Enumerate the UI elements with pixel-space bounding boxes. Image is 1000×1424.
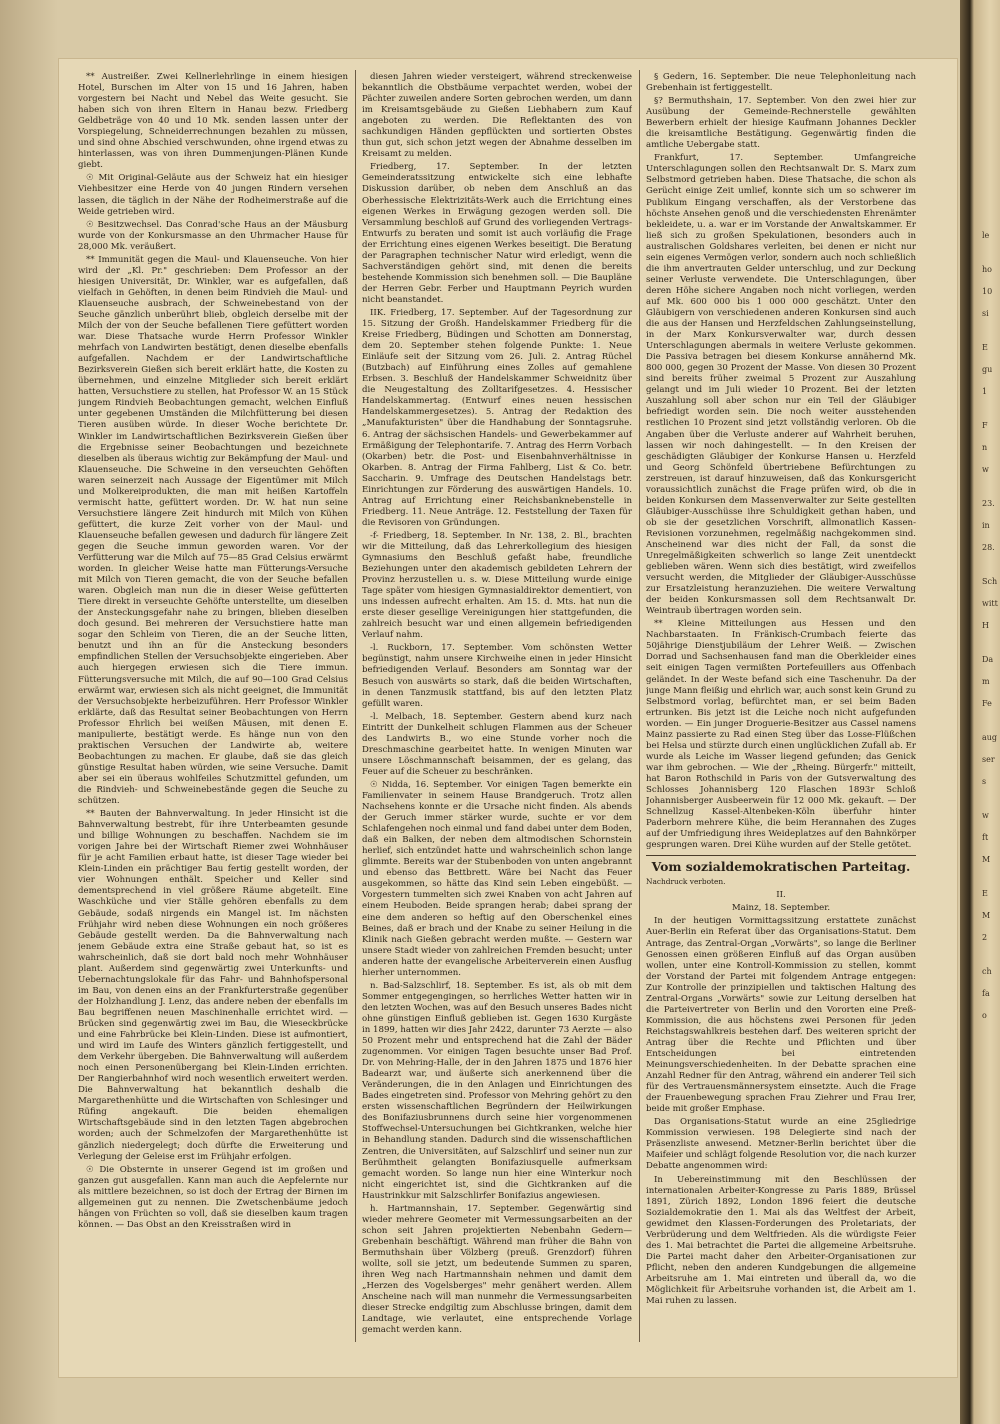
fragment-line: ho [982, 265, 992, 274]
fragment-line: si [982, 309, 989, 318]
column-3 [646, 72, 916, 1340]
article-dateline: Mainz, 18. September. [731, 903, 831, 914]
paragraph: IIK. Friedberg, 17. September. Auf der Tagesordnung zur 15. Sitzung der Großh. Handelskammer Friedberg für die Kreise Friedberg, Büdingen und Schotten am Donnerstag, dem 20. September stehen folgende Punkte: 1. Neue Einläufe seit der Sitzung vom 26. Juli. 2. Antrag Rüchel (Butzbach) auf Einführung eines Zolles auf gemahlene Erbsen. 3. Beschluß der Handelskammer Schweidnitz über die Neugestaltung des Zolltarifgesetzes. 4. Hessischer Handelskammertag. (Entwurf eines neuen hessischen Handelskammergesetzes). 5. Antrag der Redaktion des „Manufakturisten" über die Handhabung der Sonntagsruhe. 6. Antrag der sächsischen Handels- und Gewerbekammer auf Ermäßigung der Telephontarife. 7. Antrag des Herrn Vorbach (Okarben) betr. die Post- und Eisenbahnverhältnisse in Okarben. 8. Antrag der Firma Fahlberg, List & Co. betr. Saccharin. 9. Umfrage des Deutschen Handelstags betr. Einrichtungen zur Förderung des auswärtigen Handels. 10. Antrag auf Errichtung einer Reichsbanknebenstelle in Friedberg. 11. Neue Anträge. 12. Feststellung der Taxen für die Revisoren von Gründungen. [362, 307, 632, 528]
fragment-line: Sch [982, 577, 998, 586]
reprint-note: Nachdruck verboten. [646, 877, 726, 887]
fragment-line: n [982, 443, 988, 452]
paragraph: ☉ Mit Original-Geläute aus der Schweiz hat ein hiesiger Viehbesitzer eine Herde von 40 jungen Rindern versehen lassen, die täglich in der Nähe der Rodheimerstraße auf die Weide getrieben wird. [78, 173, 348, 217]
fragment-line: ch [982, 967, 992, 976]
fragment-line: w [982, 811, 989, 820]
adjacent-page-fragment [982, 230, 1000, 1330]
fragment-line: E [982, 343, 988, 352]
fragment-line: gu [982, 365, 993, 374]
page-left-margin [0, 0, 58, 1424]
paragraph: -l. Melbach, 18. September. Gestern abend kurz nach Eintritt der Dunkelheit schlugen Flammen aus der Scheuer des Landwirts B., wo eine Stunde vorher noch die Dreschmaschine gearbeitet hatte. In wenigen Minuten war unsere Löschmannschaft beisammen, der es gelang, das Feuer auf die Scheuer zu beschränken. [362, 711, 632, 777]
fragment-line: s [982, 777, 987, 786]
fragment-line: ser [982, 755, 995, 764]
fragment-line: o [982, 1011, 987, 1020]
paragraph: ☉ Nidda, 16. September. Vor einigen Tagen bemerkte ein Familienvater in seinem Hause Brandgeruch. Trotz allen Nachsehens konnte er die Ursache nicht finden. Als abends der Geruch immer stärker wurde, suchte er vor dem Schlafengehen noch einmal und fand dabei unter dem Boden, daß ein Balken, der neben dem altmodischen Schornstein herlief, sich entzündet hatte und wahrscheinlich schon lange glimmte. Bereits war der Stubenboden von unten angebrannt und ebenso das Bettbrett. Wäre bei Nacht das Feuer ausgekommen, so hätte das Kind sein Leben eingebüßt. — Vorgestern tummelten sich zwei Knaben von acht Jahren auf einem Heuboden. Beide sprangen herab; dabei sprang der eine dem anderen so heftig auf den Oberschenkel eines Beines, daß er brach und der Knabe zu seiner Heilung in die Klinik nach Gießen gebracht werden mußte. — Gestern war unsere Stadt wieder von zahlreichen Fremden besucht; unter anderen hatte der evangelische Arbeiterverein einen Ausflug hierher unternommen. [362, 779, 632, 978]
paragraph: ** Immunität gegen die Maul- und Klauenseuche. Von hier wird der „Kl. Pr." geschrieben: Dem Professor an der hiesigen Universität, Dr. Winkler, war es aufgefallen, daß vielfach in Gehöften, in denen beim Rindvieh die Maul- und Klauenseuche ausbrach, der Schweinebestand von der Seuche gänzlich unberührt blieb, obgleich derselbe mit der Milch der von der Seuche befallenen Tiere gefüttert worden war. Diese Thatsache wurde Herrn Professor Winkler mehrfach von Landwirten bestätigt, denen dieselbe ebenfalls aufgefallen. Nachdem er der Landwirtschaftliche Bezirksverein Gießen sich bereit erklärt hatte, die Kosten zu übernehmen, und einzelne Mitglieder sich bereit erklärt hatten, Versuchstiere zu stellen, hat Professor W. an 15 Stück jungem Rindvieh Beobachtungen gemacht, welchen Einfluß unter gegebenen Umständen die Milchfütterung bei diesen Tieren ausüben würde. In dieser Woche berichtete Dr. Winkler im Landwirtschaftlichen Bezirksverein Gießen über die Ergebnisse seiner Beobachtungen und bezeichnete dieselben als überaus wichtig zur Bekämpfung der Maul- und Klauenseuche. Die Schweine in den verseuchten Gehöften waren seinerzeit nach Aussage der Eigentümer mit Milch und Molkereiprodukten, die man mit heißen Kartoffeln vermischt hatte, gefüttert worden. Dr. W. hat nun seine Versuchstiere längere Zeit hindurch mit Milch von Kühen gefüttert, die kurze Zeit vorher von der Maul- und Klauenseuche befallen gewesen und dadurch für längere Zeit gegen die Seuche immun geworden waren. Vor der Verfütterung war die Milch auf 75—85 Grad Celsius erwärmt worden. In gleicher Weise hatte man Fütterungs-Versuche mit Milch von Tieren gemacht, die von der Seuche befallen waren. Obgleich man nun die in dieser Weise gefütterten Tiere direkt in verseuchte Gehöfte unterstellte, um dieselben der Ansteckungsgefahr nahe zu bringen, blieben dieselben doch gesund. Bei mehreren der Versuchstiere hatte man sogar den Schleim von Tieren, die an der Seuche litten, benutzt und ihn an für die Ansteckung besonders empfindlichen Stellen der Versuchsobjekte eingerieben. Aber auch hiergegen erwiesen sich die Tiere immun. Fütterungsversuche mit Milch, die auf 90—100 Grad Celsius erwärmt war, erwiesen sich als nicht geeignet, die Immunität der Versuchsobjekte herbeizuführen. Herr Professor Winkler erklärte, daß das Resultat seiner Beobachtungen von Herrn Professor Ehrlich bei weißen Mäusen, mit denen E. manipulierte, bestätigt werde. Es hänge nun von den praktischen Versuchen der Landwirte ab, weitere Beobachtungen zu machen. Er glaube, daß sie das gleich günstige Resultat haben würden, wie seine Versuche. Damit aber sei ein überaus wohlfeiles Schutzmittel gefunden, um die Rindvieh- und Schweinebestände gegen die Seuche zu schützen. [78, 254, 348, 807]
fragment-line: 10 [982, 287, 993, 296]
paragraph: -l. Ruckborn, 17. September. Vom schönsten Wetter begünstigt, nahm unsere Kirchweihe einen in jeder Hinsicht befriedigenden Verlauf. Besonders am Sonntag war der Besuch von auswärts so stark, daß die beiden Wirtschaften, in denen Tanzmusik stattfand, bis auf den letzten Platz gefüllt waren. [362, 643, 632, 709]
fragment-line: F [982, 421, 988, 430]
fragment-line: M [982, 911, 991, 920]
fragment-line: in [982, 521, 990, 530]
paragraph: In Uebereinstimmung mit den Beschlüssen der internationalen Arbeiter-Kongresse zu Paris 1889, Brüssel 1891, Zürich 1892, London 1896 feiert die deutsche Sozialdemokratie den 1. Mai als das Weltfest der Arbeit, gewidmet den Klassen-Forderungen des Proletariats, der Verbrüderung und dem Weltfrieden. Als die würdigste Feier des 1. Mai betrachtet die Partei die allgemeine Arbeitsruhe. Die Partei macht daher den Arbeiter-Organisationen zur Pflicht, neben den anderen Kundgebungen die allgemeine Arbeitsruhe am 1. Mai eintreten und überall da, wo die Möglichkeit für Arbeitsruhe vorhanden ist, die Arbeit am 1. Mai ruhen zu lassen. [646, 1174, 916, 1307]
article-heading: Vom sozialdemokratischen Parteitag. [646, 855, 916, 874]
column-rule [639, 70, 640, 1342]
paragraph: Frankfurt, 17. September. Umfangreiche Unterschlagungen sollen den Rechtsanwalt Dr. S. Marx zum Selbstmord getrieben haben. Diese Thatsache, die schon als Gerücht einige Zeit umlief, konnte sich um so schwerer im Publikum Eingang verschaffen, als der Verstorbene das höchste Ansehen genoß und die verschiedensten Ehrenämter bekleidete, u. a. war er im Vorstande der Anwaltskammer. Er ließ sich zu großen Spekulationen, besonders auch in australischen Goldshares verleiten, bei denen er nicht nur sein eigenes Vermögen verlor, sondern auch noch schließlich die ihm anvertrauten Gelder unterschlug, und zur Deckung seiner Verluste verwendete. Die Unterschlagungen, über deren Höhe sichere Angaben noch nicht vorliegen, werden auf Mk. 600 000 bis 1 000 000 geschätzt. Unter den Gläubigern von verschiedenen anderen Konkursen sind auch die aus der Hansen und Herzfeldschen Zahlungseinstellung, in der Marx Konkursverwalter war, durch dessen Unterschlagungen abermals in weitere Verluste gekommen. Die Passiva betragen bei diesem Konkurse annähernd Mk. 800 000, gegen 30 Prozent der Masse. Von diesen 30 Prozent sind bereits früher zweimal 5 Prozent zur Auszahlung gelangt und im Juli wieder 10 Prozent. Bei der letzten Auszahlung soll aber schon nur ein Teil der Gläubiger befriedigt worden sein. Die noch weiter ausstehenden restlichen 10 Prozent sind jetzt vollständig verloren. Ob die Angaben über die Verluste anderer auf Wahrheit beruhen, lassen wir noch dahingestellt. — In den Kreisen der geschädigten Gläubiger der Konkurse Hansen u. Herzfeld und Georg Schönfeld übertriebene Befürchtungen zu zerstreuen, ist darauf hinzuweisen, daß das Konkursgericht voraussichtlich zunächst die Frage prüfen wird, ob die in beiden Konkursen dem Massenverwalter zur Seite gestellten Gläubiger-Ausschüsse ihre Schuldigkeit gethan haben, und ob sie der gesetzlichen Vorschrift, allmonatlich Kassen-Revisionen vorzunehmen, regelmäßig nachgekommen sind. Anscheinend war dies nicht der Fall, da sonst die Unregelmäßigkeiten schwerlich so lange Zeit unentdeckt geblieben wären. Wenn sich dies bestätigt, wird zweifellos versucht werden, die Mitglieder der Gläubiger-Ausschüsse zur Ersatzleistung heranzuziehen. Die weitere Verwaltung der beiden Konkursmassen soll dem Rechtsanwalt Dr. Weintraub übertragen worden sein. [646, 153, 916, 617]
fragment-line: witt [982, 599, 998, 608]
fragment-line: M [982, 855, 991, 864]
article-part-number: II. [776, 890, 786, 901]
fragment-line: 28. [982, 543, 995, 552]
paragraph: Friedberg, 17. September. In der letzten Gemeinderatssitzung entwickelte sich eine lebhafte Diskussion darüber, ob neben dem Anschluß an das Oberhessische Elektrizitäts-Werk auch die Errichtung eines eigenen Werkes in Erwägung gezogen werden soll. Die Versammlung beschloß auf Grund des vorliegenden Vertrags-Entwurfs zu beraten und somit ist auch vorläufig die Frage der Errichtung eines eigenen Werkes beseitigt. Die Beratung der Paragraphen technischer Natur wird erledigt, wenn die Sachverständigen gehört sind, mit denen die bereits bestehende Kommission sich benehmen soll. — Die Baupläne der Herren Gebr. Ferber und Hauptmann Peyrich wurden nicht beanstandet. [362, 162, 632, 305]
fragment-line: le [982, 231, 990, 240]
paragraph: ** Bauten der Bahnverwaltung. In jeder Hinsicht ist die Bahnverwaltung bestrebt, für ihre Unterbeamten gesunde und billige Wohnungen zu beschaffen. Nachdem sie im vorigen Jahre bei der Wirtschaft Riemer zwei Wohnhäuser für je acht Familien erbaut hatte, ist dieser Tage wieder bei Klein-Linden ein prächtiger Bau fertig gestellt worden, der vier Wohnungen enthält. Speicher und Keller sind dementsprechend in viel größere Räume abgeteilt. Eine Waschküche und vier Ställe gehören ebenfalls zu dem Gebäude, sodaß nirgends ein Mangel ist. Im nächsten Frühjahr wird neben diese Wohnungen ein noch größeres Gebäude gestellt werden. Da die Bahnverwaltung nach jenem Gebäude extra eine Straße gebaut hat, so ist es wahrscheinlich, daß sie dort bald noch mehr Wohnhäuser plant. Außerdem sind gegenwärtig zwei Unterkunfts- und Uebernachtungslokale für das Fahr- und Bahnhofspersonal im Bau, von denen eins an der Frankfurterstraße gegenüber der Holzhandlung J. Lenz, das andere neben der ebenfalls im Bau begriffenen neuen Maschinenhalle errichtet wird. — Brücken sind gegenwärtig zwei im Bau, die Wieseckbrücke und eine Fahrbrücke bei Klein-Linden. Diese ist aufmontiert, und wird im Laufe des Winters gänzlich fertiggestellt, und dem Verkehr übergeben. Die Bahnverwaltung will außerdem noch einen Personenübergang bei Klein-Linden errichten. Der Rangierbahnhof wird noch wesentlich erweitert werden. Die Bahnverwaltung hat bekanntlich deshalb die Margarethenhütte und die Wirtschaften von Schlesinger und Rüfing angekauft. Die beiden ehemaligen Wirtschaftsgebäude sind in den letzten Tagen abgebrochen worden; auch der Schmelzofen der Margarethenhütte ist gänzlich niedergelegt; doch dürfte die Erweiterung und Verlegung der Geleise erst im Frühjahr erfolgen. [78, 809, 348, 1162]
column-1 [78, 72, 348, 1340]
paragraph: ☉ Besitzwechsel. Das Conrad'sche Haus an der Mäusburg wurde von der Konkursmasse an den Uhrmacher Hause für 28,000 Mk. veräußert. [78, 219, 348, 252]
fragment-line: Fe [982, 699, 992, 708]
paragraph: In der heutigen Vormittagssitzung erstattete zunächst Auer-Berlin ein Referat über das Organisations-Statut. Dem Antrage, das Zentral-Organ „Vorwärts", so lange die Berliner Genossen einen größeren Einfluß auf das Organ ausüben wollen, unter eine Kontroll-Kommission zu stellen, kommt der Vorstand der Partei mit folgendem Antrage entgegen: Zur Kontrolle der prinzipiellen und taktischen Haltung des Zentral-Organs „Vorwärts" sowie zur Leitung derselben hat die Parteivertreter von Berlin und den Vororten eine Preß-Kommission, die aus höchstens zwei Personen für jeden Reichstagswahlkreis bestehen darf. Des weiteren spricht der Antrag über die Rechte und Pflichten und über Entscheidungen bei eintretenden Meinungsverschiedenheiten. In der Debatte sprachen eine Anzahl Redner für den Antrag, während ein anderer Teil sich für des Vertrauensmännersystem einsetzte. Auch die Frage der Frauenbewegung sprachen Frau Ziehrer und Frau Irer, beide mit großer Emphase. [646, 916, 916, 1115]
fragment-line: 1 [982, 387, 988, 396]
fragment-line: fa [982, 989, 990, 998]
paragraph: §? Bermuthshain, 17. September. Von den zwei hier zur Ausübung der Gemeinde-Rechnerstelle gewählten Bewerbern erhielt der hiesige Kaufmann Johannes Deckler die kreisamtliche Bestätigung. Gegenwärtig finden die amtliche Uebergabe statt. [646, 96, 916, 151]
fragment-line: aug [982, 733, 998, 742]
paragraph: ** Austreißer. Zwei Kellnerlehrlinge in einem hiesigen Hotel, Burschen im Alter von 15 und 16 Jahren, haben vorgestern bei Nacht und Nebel das Weite gesucht. Sie haben sich von ihren Eltern in Hanau bezw. Friedberg Geldbeträge von 40 und 10 Mk. senden lassen unter der Vorspiegelung, Schneiderrechnungen bezahlen zu müssen, und sind ohne Abschied verschwunden, ohne irgend etwas zu hinterlassen, was von ihren Dummenjungen-Plänen Kunde giebt. [78, 72, 348, 171]
column-2 [362, 72, 632, 1340]
paragraph: n. Bad-Salzschlirf, 18. September. Es ist, als ob mit dem Sommer entgegengingen, so herrliches Wetter hatten wir in den letzten Wochen, was auf den Besuch unseres Bades nicht ohne günstigen Einfluß geblieben ist. Gegen 1630 Kurgäste in 1899, hatten wir dies Jahr 2422, darunter 73 Aerzte — also 50 Prozent mehr und entsprechend hat die Zahl der Bäder zugenommen. Vor einigen Tagen besuchte unser Bad Prof. Dr. von Mehring-Halle, der in den Jahren 1875 und 1876 hier Badearzt war, und äußerte sich anerkennend über die Veränderungen, die in den Anlagen und Einrichtungen des Bades eingetreten sind. Professor von Mehring gehört zu den ersten wissenschaftlichen Begründern der Heilwirkungen des Bonifaziusbrunnens durch seine hier vorgenommenen Stoffwechsel-Untersuchungen bei Gichtkranken, welche hier in Behandlung standen. Dadurch sind die wissenschaftlichen Zentren, die Universitäten, auf Salzschlirf und seiner nun zur Berühmtheit gelangten Bonifaziusquelle aufmerksam gemacht worden. So lange nun hier eine Winterkur noch nicht eingerichtet ist, sind die Gichtkranken auf die Haustrinkkur mit Salzschlirfer Bonifazius angewiesen. [362, 980, 632, 1201]
fragment-line: ft [982, 833, 989, 842]
paragraph: Das Organisations-Statut wurde an eine 25gliedrige Kommission verwiesen. 198 Delegierte sind nach der Präsenzliste anwesend. Metzner-Berlin berichtet über die Maifeier und schlägt folgende Resolution vor, die nach kurzer Debatte angenommen wird: [646, 1117, 916, 1172]
fragment-line: Da [982, 655, 994, 664]
fragment-line: E [982, 889, 988, 898]
fragment-line: 23. [982, 499, 995, 508]
paragraph: ☉ Die Obsternte in unserer Gegend ist im großen und ganzen gut ausgefallen. Kann man auch die Aepfelernte nur als mittlere bezeichnen, so ist doch der Ertrag der Birnen im allgemeinen gut zu nennen. Die Zwetschenbäume jedoch hängen von Früchten so voll, daß sie dieselben kaum tragen können. — Das Obst an den Kreisstraßen wird in [78, 1164, 348, 1230]
paragraph: § Gedern, 16. September. Die neue Telephonleitung nach Grebenhain ist fertiggestellt. [646, 72, 916, 94]
column-rule [355, 70, 356, 1342]
paragraph: diesen Jahren wieder versteigert, während streckenweise bekanntlich die Obstbäume verpachtet werden, wobei der Pächter zuweilen andere Sorten gebrochen werden, um dann im Kreisamtsgebäude zu Gießen Liebhabern zum Kauf angeboten zu werden. Die Reflektanten des von sachkundigen Händen gepflückten und sortierten Obstes thun gut, sich schon jetzt wegen der Abnahme desselben im Kreisamt zu melden. [362, 72, 632, 160]
paragraph: -f- Friedberg, 18. September. In Nr. 138, 2. Bl., brachten wir die Mitteilung, daß das Lehrerkollegium des hiesigen Gymnasiums den Beschluß gefaßt habe, freundliche Beziehungen unter den akademisch gebildeten Lehrern der Provinz herzustellen u. s. w. Diese Mitteilung wurde einige Tage später vom hiesigen Gymnasialdirektor dementiert, von uns indessen aufrecht erhalten. Am 15. d. Mts. hat nun die erste dieser gesellige Vereinigungen hier stattgefunden, die zahlreich besucht war und einen allgemein befriedigenden Verlauf nahm. [362, 530, 632, 641]
paragraph: ** Kleine Mitteilungen aus Hessen und den Nachbarstaaten. In Fränkisch-Crumbach feierte das 50jährige Dienstjubiläum der Lehrer Weiß. — Zwischen Dorrad und Sachsenhausen fand man die Oberkleider eines seit einigen Tagen vermißten Portefeuillers aus Offenbach geländet. In der Weste befand sich eine Taschenuhr. Da der junge Mann fleißig und ehrlich war, auch sonst kein Grund zu Selbstmord vorlag, befürchtet man, er sei beim Baden ertrunken. Bis jetzt ist die Leiche noch nicht aufgefunden worden. — Ein junger Droguerie-Besitzer aus Cassel namens Mainz passierte zu Rad einen Steg über das Losse-Flüßchen bei Helsa und stürzte durch einen unglücklichen Zufall ab. Er wurde als Leiche im Wasser liegend gefunden; das Genick war ihm gebrochen. — Wie der „Rheing. Bürgerfr." mitteilt, hat Baron Rothschild in Paris von der Gutsverwaltung des Schlosses Johannisberg 120 Flaschen 1893r Schloß Johannisberger Ausbeerwein für 12 000 Mk. gekauft. — Der Schnellzug Kassel-Altenbeken-Köln überfuhr hinter Paderborn mehrere Kühe, die beim Herannahen des Zuges auf der Umfriedigung ihres Weideplatzes auf den Bahnkörper gesprungen waren. Drei Kühe wurden auf der Stelle getötet. [646, 619, 916, 851]
fragment-line: m [982, 677, 990, 686]
fragment-line: w [982, 465, 989, 474]
fragment-line: H [982, 621, 989, 630]
fragment-line: 2 [982, 933, 988, 942]
paragraph: h. Hartmannshain, 17. September. Gegenwärtig sind wieder mehrere Geometer mit Vermessungsarbeiten an der schon seit Jahren projektierten Nebenbahn Gedern—Grebenhain beschäftigt. Während man früher die Bahn von Bermuthshain über Völzberg (preuß. Grenzdorf) führen wollte, soll sie jetzt, um bedeutende Summen zu sparen, ihren Weg nach Hartmannshain nehmen und damit dem „Herzen des Vogelsberges" mehr genähert werden. Allem Anscheine nach will man nunmehr die Vermessungsarbeiten dieser Strecke endgiltig zum Abschlusse bringen, damit dem Landtage, wie verlautet, eine entsprechende Vorlage gemacht werden kann. [362, 1203, 632, 1336]
